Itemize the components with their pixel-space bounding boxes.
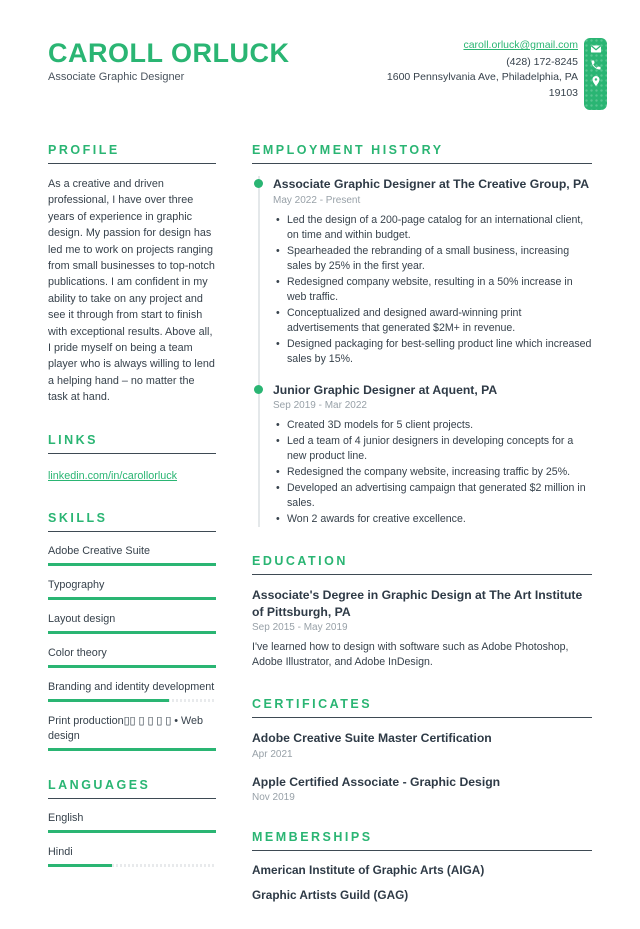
skill-bar (48, 748, 216, 751)
section-employment (252, 143, 592, 527)
skill-item: Print production▯▯ ▯ ▯ ▯ ▯ • Web design (48, 714, 216, 751)
education-heading: EDUCATION (252, 554, 592, 575)
job-bullets: • Led the design of a 200-page catalog for an international client, on time and within budget. • Spearheaded the rebranding of a small business, increasing sales by 25% in the first year. • Redesigned company website, resulting in a 50% increase in web traffic. • Conceptualized and designed award-winning print advertisements that generated $2M+ in revenue. • Designed packaging for best-selling product line which increased sales by 15%. (273, 213, 592, 367)
timeline-dot-icon (254, 385, 263, 394)
address-line2: 19103 (548, 86, 578, 99)
resume-header (0, 0, 640, 110)
section-memberships (252, 830, 592, 902)
skill-item: Branding and identity development (48, 680, 216, 702)
job-entry: Associate Graphic Designer at The Creative Group, PA May 2022 - Present • Led the design of a 200-page catalog for an international client, on time and within budget. • Spearheaded the rebranding of a small business, increasing sales by 25% in the first year. • Redesigned company website, resulting in a 50% increase in web traffic. • Conceptualized and designed award-winning print advertisements that generated $2M+ in revenue. • Designed packaging for best-selling product line which increased sales by 15%. (273, 176, 592, 367)
language-item: English (48, 811, 216, 833)
candidate-name: CAROLL ORLUCK (48, 38, 290, 68)
language-bar (48, 864, 216, 867)
phone-number: (428) 172-8245 (506, 55, 578, 68)
job-bullets: • Created 3D models for 5 client projects. • Led a team of 4 junior designers in developing concepts for a new product line. • Redesigned the company website, increasing traffic by 25%. • Developed an advertising campaign that generated $2 million in sales. • Won 2 awards for creative excellence. (273, 418, 592, 527)
skill-item: Layout design (48, 612, 216, 634)
left-column (48, 143, 216, 929)
section-skills (48, 511, 216, 751)
employment-heading: EMPLOYMENT HISTORY (252, 143, 592, 164)
skill-bar (48, 631, 216, 634)
address-line1: 1600 Pennsylvania Ave, Philadelphia, PA (386, 71, 578, 83)
employment-timeline (258, 176, 592, 527)
skill-bar (48, 597, 216, 600)
job-entry: Junior Graphic Designer at Aquent, PA Sep 2019 - Mar 2022 • Created 3D models for 5 client projects. • Led a team of 4 junior designers in developing concepts for a new product line. • Redesigned the company website, increasing traffic by 25%. • Developed an advertising campaign that generated $2 million in sales. • Won 2 awards for creative excellence. (273, 382, 592, 528)
language-bar (48, 830, 216, 833)
skill-bar (48, 665, 216, 668)
right-column (252, 143, 592, 929)
list-item (48, 466, 216, 484)
membership-entry: American Institute of Graphic Arts (AIGA) (252, 863, 485, 877)
education-entry: Associate's Degree in Graphic Design at The Art Institute of Pittsburgh, PA Sep 2015 - May 2019 I've learned how to design with software such as Adobe Photoshop, Adobe Illustrator, and Adobe InDesign. (252, 588, 583, 668)
location-pin-icon (590, 75, 602, 87)
section-profile (48, 143, 216, 406)
section-certificates (252, 697, 592, 803)
languages-heading: LANGUAGES (48, 778, 216, 799)
skills-heading: SKILLS (48, 511, 216, 532)
candidate-title: Associate Graphic Designer (48, 71, 185, 83)
profile-heading: PROFILE (48, 143, 216, 164)
memberships-heading: MEMBERSHIPS (252, 830, 592, 851)
membership-entry: Graphic Artists Guild (GAG) (252, 888, 409, 902)
skill-item: Adobe Creative Suite (48, 544, 216, 566)
certificates-heading: CERTIFICATES (252, 697, 592, 718)
envelope-icon (590, 43, 602, 55)
certificate-entry: Adobe Creative Suite Master Certification Apr 2021 (252, 731, 492, 760)
skill-item: Typography (48, 578, 216, 600)
email-link[interactable]: caroll.orluck@gmail.com (463, 39, 578, 51)
section-languages (48, 778, 216, 867)
skill-bar (48, 699, 216, 702)
timeline-dot-icon (254, 179, 263, 188)
profile-text: As a creative and driven professional, I have over three years of experience in graphic design. My passion for design has led me to work on projects ranging from small businesses to top-notch publications. I am confident in my ability to take on any project and see it through from start to finish with exceptional results. Above all, I pride myself on being a team player who is always willing to lend a helping hand – no matter the task at hand. (48, 178, 215, 404)
certificate-entry: Apple Certified Associate - Graphic Design Nov 2019 (252, 774, 501, 803)
contact-block (387, 38, 578, 101)
language-item: Hindi (48, 845, 216, 867)
section-links (48, 433, 216, 484)
resume-body (0, 143, 640, 929)
section-education (252, 554, 592, 670)
links-heading: LINKS (48, 433, 216, 454)
linkedin-link[interactable]: linkedin.com/in/carollorluck (48, 469, 178, 482)
skill-bar (48, 563, 216, 566)
phone-handset-icon (590, 59, 602, 71)
contact-icons-bar (584, 38, 607, 110)
skill-item: Color theory (48, 646, 216, 668)
